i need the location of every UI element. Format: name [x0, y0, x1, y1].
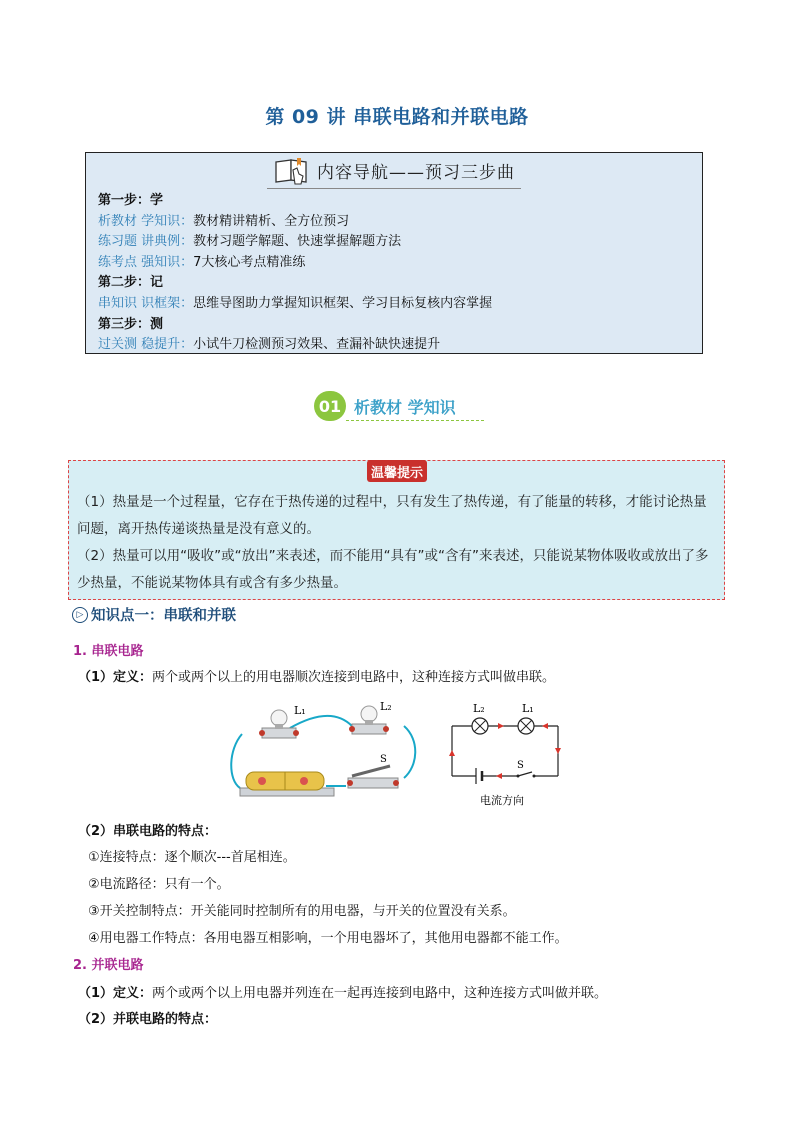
nav-row-text: 7大核心考点精准练 — [193, 254, 306, 270]
label-l2: L₂ — [380, 700, 392, 713]
section-number: 01 — [314, 391, 346, 421]
tip-text — [77, 489, 717, 597]
page-title: 第 09 讲 串联电路和并联电路 — [265, 106, 529, 128]
label-switch: S — [380, 754, 387, 765]
book-hand-icon — [273, 156, 313, 186]
tip-paragraph: （1）热量是一个过程量，它存在于热传递的过程中，只有发生了热传递，有了能量的转移，才能讨论热量问题，离开热传递谈热量是没有意义的。 — [77, 494, 707, 537]
nav-row-label: 析教材 学知识： — [98, 213, 194, 229]
features-heading: （2）串联电路的特点： — [78, 824, 218, 839]
schematic-label-l1: L₁ — [522, 702, 534, 715]
definition-text: 两个或两个以上用电器并列连在一起再连接到电路中，这种连接方式叫做并联。 — [152, 986, 608, 1001]
nav-step-title: 第二步：记 — [98, 275, 164, 291]
tip-box — [68, 460, 725, 600]
nav-row — [98, 232, 492, 253]
nav-row — [98, 335, 492, 356]
figure-caption: 电流方向 — [480, 794, 524, 807]
nav-row-label: 串知识 识框架： — [98, 295, 194, 311]
nav-rows — [98, 191, 492, 356]
nav-row — [98, 315, 492, 336]
nav-header-title: 内容导航——预习三步曲 — [317, 163, 515, 183]
series-heading: 1. 串联电路 — [73, 644, 144, 659]
nav-row-text: 小试牛刀检测预习效果、查漏补缺快速提升 — [193, 337, 441, 353]
nav-step-title: 第一步：学 — [98, 193, 164, 208]
content-navigation-box — [85, 152, 703, 354]
parallel-heading: 2. 并联电路 — [73, 958, 144, 973]
nav-row-text: 教材习题学解题、快速掌握解题方法 — [193, 234, 402, 250]
nav-row — [98, 212, 492, 233]
nav-row-label: 过关测 稳提升： — [98, 337, 194, 353]
nav-step-title: 第三步：测 — [98, 316, 164, 332]
nav-row — [98, 191, 492, 212]
series-circuit-photo — [228, 700, 418, 804]
feature-item: ③开关控制特点：开关能同时控制所有的用电器，与开关的位置没有关系。 — [88, 904, 516, 919]
tip-paragraph: （2）热量可以用“吸收”或“放出”来表述，而不能用“具有”或“含有”来表述，只能说某物体吸收或放出了多少热量，不能说某物体具有或含有多少热量。 — [77, 548, 709, 591]
definition-label: （1）定义： — [78, 670, 153, 685]
parallel-definition — [78, 982, 607, 1001]
schematic-label-switch: S — [517, 760, 524, 771]
nav-row-label: 练习题 讲典例： — [98, 234, 194, 250]
section-badge — [314, 391, 456, 421]
section-underline — [346, 420, 484, 421]
knowledge-point-heading — [72, 604, 236, 625]
nav-header — [86, 155, 702, 189]
series-circuit-schematic — [446, 700, 566, 810]
nav-row-text: 教材精讲精析、全方位预习 — [193, 213, 350, 229]
definition-label: （1）定义： — [78, 986, 153, 1001]
feature-item: ②电流路径：只有一个。 — [88, 877, 230, 892]
schematic-label-l2: L₂ — [473, 702, 485, 715]
knowledge-point-title: 知识点一：串联和并联 — [91, 608, 236, 624]
definition-text: 两个或两个以上的用电器顺次连接到电路中，这种连接方式叫做串联。 — [152, 670, 556, 685]
parallel-features-heading: （2）并联电路的特点： — [78, 1012, 218, 1027]
nav-row — [98, 294, 492, 315]
nav-row-text: 思维导图助力掌握知识框架、学习目标复核内容掌握 — [193, 295, 493, 311]
section-title: 析教材 学知识 — [354, 397, 456, 417]
series-definition — [78, 666, 555, 685]
tip-tag: 温馨提示 — [367, 460, 427, 482]
nav-row-label: 练考点 强知识： — [98, 254, 194, 270]
nav-row — [98, 253, 492, 274]
arrow-circle-icon: ▷ — [72, 607, 88, 623]
feature-item: ①连接特点：逐个顺次---首尾相连。 — [88, 850, 296, 865]
feature-item: ④用电器工作特点：各用电器互相影响，一个用电器坏了，其他用电器都不能工作。 — [88, 931, 568, 946]
label-l1: L₁ — [294, 704, 306, 717]
nav-row — [98, 273, 492, 294]
